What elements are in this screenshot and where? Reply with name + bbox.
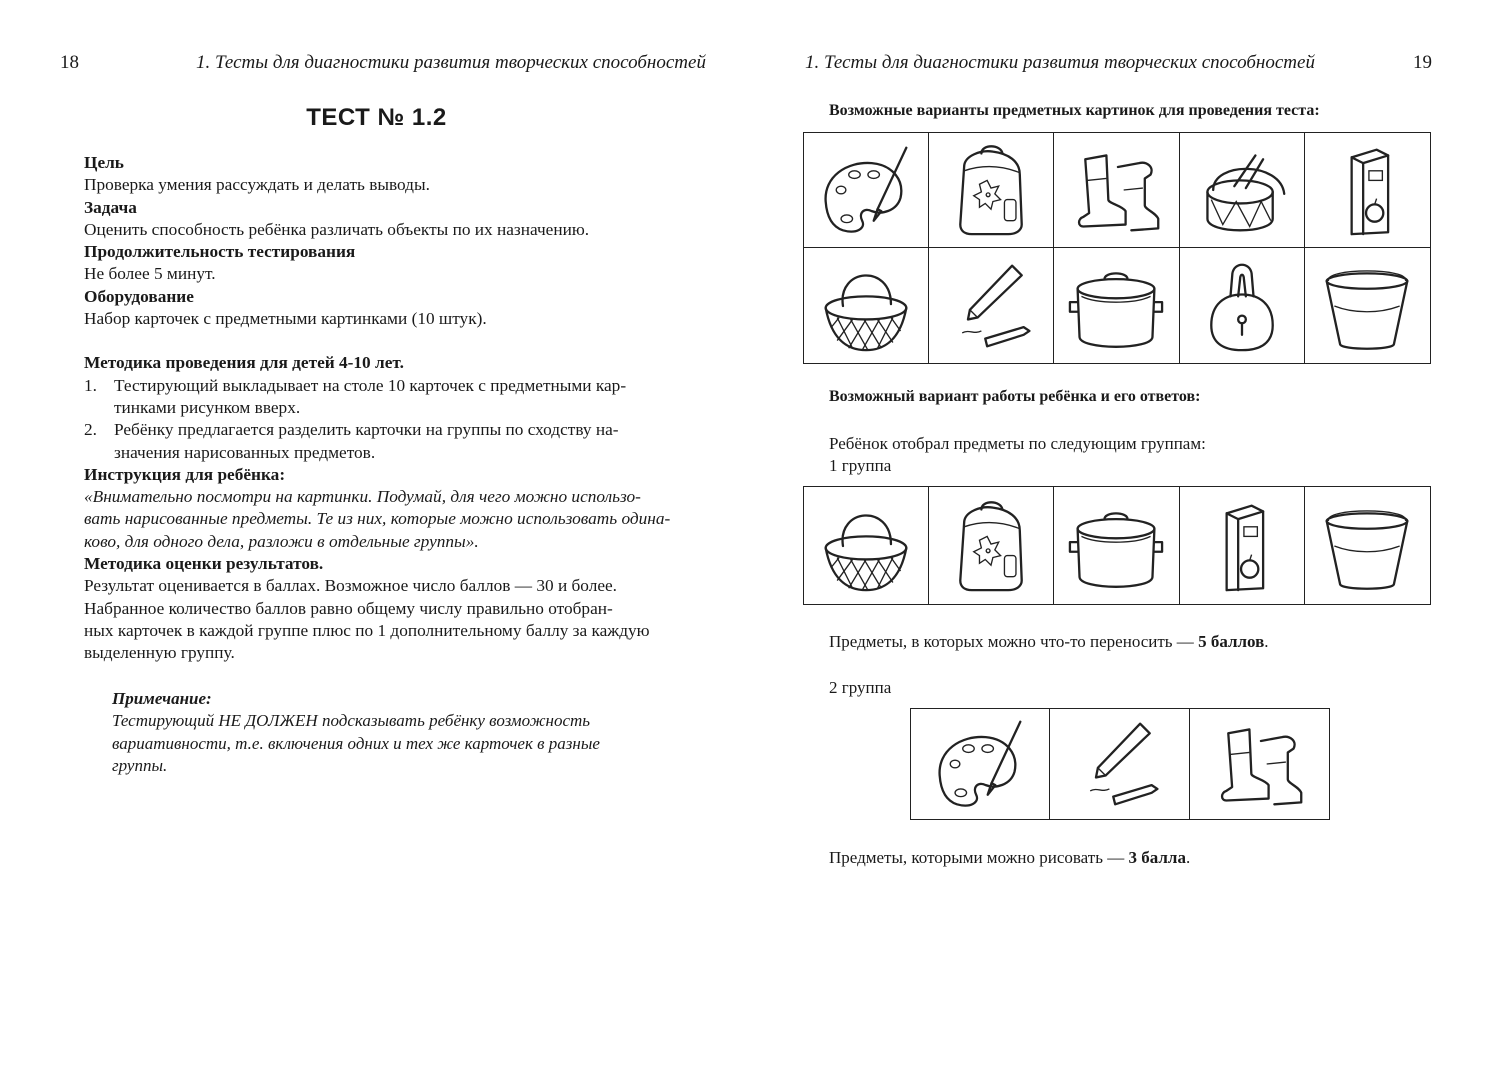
backpack-icon xyxy=(943,142,1039,238)
evaluation-line: Набранное количество баллов равно общему числу правильно отобран- xyxy=(84,598,613,618)
group2-result: Предметы, которыми можно рисовать — 3 балла. xyxy=(829,848,1191,867)
juice-box-icon xyxy=(1319,142,1415,238)
list-item xyxy=(84,375,690,420)
step-line: Ребёнку предлагается разделить карточки на группы по сходству на- xyxy=(114,420,619,440)
group2-result-text: Предметы, которыми можно рисовать — xyxy=(829,848,1125,867)
card-juice-box xyxy=(1305,133,1430,248)
step-line: Тестирующий выкладывает на столе 10 карточек с предметными кар- xyxy=(114,375,627,395)
page-title: ТЕСТ № 1.2 xyxy=(306,104,447,131)
juice-box-icon xyxy=(1194,498,1290,594)
card-basket xyxy=(804,248,929,363)
boots-icon xyxy=(1211,716,1307,812)
card-boots xyxy=(1190,709,1329,819)
card-backpack xyxy=(929,487,1054,604)
card-pencil xyxy=(1050,709,1189,819)
card-palette xyxy=(804,133,929,248)
card-bucket xyxy=(1305,248,1430,363)
evaluation-line: Результат оценивается в баллах. Возможное число баллов — 30 и более. xyxy=(84,576,618,596)
goal-heading: Цель xyxy=(84,153,124,172)
running-header: 1. Тесты для диагностики развития творческих способностей xyxy=(805,52,1315,73)
group1-result-text: Предметы, в которых можно что-то переносить — xyxy=(829,632,1194,651)
group2-score: 3 балла xyxy=(1128,848,1186,867)
card-padlock xyxy=(1180,248,1305,363)
drum-icon xyxy=(1194,142,1290,238)
card-palette xyxy=(911,709,1050,819)
step-line: значения нарисованных предметов. xyxy=(114,442,376,462)
page-number: 19 xyxy=(1413,52,1432,73)
group2-grid xyxy=(910,708,1330,820)
pot-icon xyxy=(1068,498,1164,594)
method-heading: Методика проведения для детей 4-10 лет. xyxy=(84,353,404,373)
basket-icon xyxy=(818,258,914,354)
step-number: 2. xyxy=(84,420,97,440)
step-line: тинками рисунком вверх. xyxy=(114,397,301,417)
card-drum xyxy=(1180,133,1305,248)
list-item xyxy=(84,419,690,464)
answer-caption: Возможный вариант работы ребёнка и его ответов: xyxy=(829,388,1201,405)
duration-text: Не более 5 минут. xyxy=(84,264,216,284)
note-heading: Примечание: xyxy=(112,689,212,708)
pencil-icon xyxy=(1071,716,1167,812)
palette-icon xyxy=(818,142,914,238)
test-body xyxy=(84,152,690,665)
bucket-icon xyxy=(1319,258,1415,354)
group1-score: 5 баллов xyxy=(1198,632,1265,651)
instruction-line: «Внимательно посмотри на картинки. Подумай, для чего можно использо- xyxy=(84,487,641,507)
duration-heading: Продолжительность тестирования xyxy=(84,242,356,262)
note-line: Тестирующий НЕ ДОЛЖЕН подсказывать ребёнку возможность xyxy=(112,711,591,731)
evaluation-line: выделенную группу. xyxy=(84,643,235,663)
equipment-heading: Оборудование xyxy=(84,286,194,306)
card-pot xyxy=(1054,248,1179,363)
boots-icon xyxy=(1068,142,1164,238)
group1-result: Предметы, в которых можно что-то переносить — 5 баллов. xyxy=(829,632,1269,651)
equipment-text: Набор карточек с предметными картинками (10 штук). xyxy=(84,309,487,329)
note-line: группы. xyxy=(112,755,168,775)
basket-icon xyxy=(818,498,914,594)
pencil-icon xyxy=(943,258,1039,354)
page-number: 18 xyxy=(60,52,79,73)
pot-icon xyxy=(1068,258,1164,354)
card-pencil xyxy=(929,248,1054,363)
running-header: 1. Тесты для диагностики развития творческих способностей xyxy=(196,52,706,73)
backpack-icon xyxy=(943,498,1039,594)
card-basket xyxy=(804,487,929,604)
group2-label: 2 группа xyxy=(829,678,892,697)
evaluation-heading: Методика оценки результатов. xyxy=(84,554,324,574)
card-pot xyxy=(1054,487,1179,604)
palette-icon xyxy=(932,716,1028,812)
task-text: Оценить способность ребёнка различать объекты по их назначению. xyxy=(84,219,590,239)
card-backpack xyxy=(929,133,1054,248)
grouping-text: Ребёнок отобрал предметы по следующим группам: xyxy=(829,434,1206,453)
card-bucket xyxy=(1305,487,1430,604)
instruction-heading: Инструкция для ребёнка: xyxy=(84,464,286,484)
padlock-icon xyxy=(1194,258,1290,354)
note-line: вариативности, т.е. включения одних и тех же карточек в разные xyxy=(112,733,600,753)
instruction-line: ково, для одного дела, разложи в отдельные группы». xyxy=(84,531,479,551)
bucket-icon xyxy=(1319,498,1415,594)
note-block xyxy=(112,688,672,777)
group1-grid xyxy=(803,486,1431,605)
cards-caption: Возможные варианты предметных картинок для проведения теста: xyxy=(829,102,1320,119)
card-juice-box xyxy=(1180,487,1305,604)
right-page xyxy=(753,0,1506,1080)
goal-text: Проверка умения рассуждать и делать выводы. xyxy=(84,175,430,195)
task-heading: Задача xyxy=(84,197,137,217)
group1-label: 1 группа xyxy=(829,456,892,475)
step-number: 1. xyxy=(84,375,97,395)
evaluation-line: ных карточек в каждой группе плюс по 1 дополнительному баллу за каждую xyxy=(84,620,650,640)
instruction-line: вать нарисованные предметы. Те из них, которые можно использовать одина- xyxy=(84,509,671,529)
all-cards-grid xyxy=(803,132,1431,364)
card-boots xyxy=(1054,133,1179,248)
